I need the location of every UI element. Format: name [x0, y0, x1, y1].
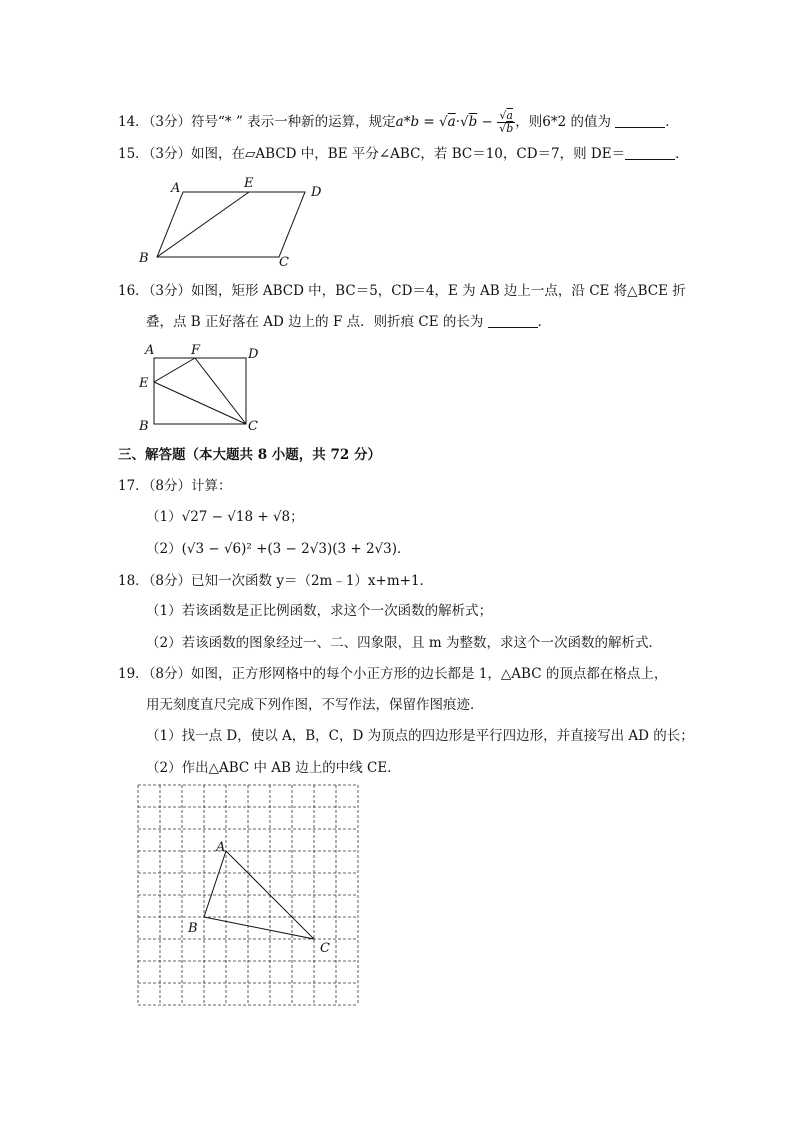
q16-label-a: A	[145, 343, 155, 358]
q16-number: 16．	[118, 283, 149, 299]
question-16-line-1	[118, 282, 686, 300]
q17-part-1: （1）√27 − √18 + √8；	[146, 509, 304, 525]
q15-label-b: B	[139, 251, 149, 266]
section-3-heading: 三、解答题（本大题共 8 小题，共 72 分）	[118, 447, 381, 463]
q15-end: ．	[675, 146, 689, 162]
question-18	[118, 572, 433, 590]
q18-title: 已知一次函数 y＝（2m﹣1）x+m+1．	[191, 573, 434, 589]
q19-dashed-grid	[138, 785, 358, 1005]
q15-parallelogram-figure	[130, 170, 340, 270]
q19-label-a: A	[216, 840, 226, 855]
q15-label-c: C	[279, 255, 289, 270]
q18-part-1: （1）若该函数是正比例函数，求这个一次函数的解析式；	[146, 603, 493, 619]
q16-line-1: 如图，矩形 ABCD 中，BC＝5，CD＝4，E 为 AB 边上一点，沿 CE 将△BCE 折	[191, 283, 686, 299]
q15-label-d: D	[311, 185, 322, 200]
q19-points: （8分）	[148, 666, 192, 682]
q19-line-2: 用无刻度直尺完成下列作图，不写作法，保留作图痕迹．	[146, 697, 484, 713]
q14-text-2: ，则6*2 的值为	[515, 114, 616, 130]
q14-dot: ·	[455, 114, 460, 130]
q15-label-e: E	[244, 176, 254, 191]
q19-label-c: C	[320, 941, 330, 956]
q17-part-2: （2）(√3 − √6)² +(3 − 2√3)(3 + 2√3)．	[146, 541, 411, 557]
q16-line-2: 叠，点 B 正好落在 AD 边上的 F 点．则折痕 CE 的长为	[146, 314, 488, 330]
q17-title: 计算：	[191, 478, 232, 494]
q15-answer-blank	[625, 147, 675, 160]
q16-label-e: E	[139, 376, 149, 391]
q14-lhs: a*b	[395, 114, 420, 130]
q15-segment-be	[157, 192, 249, 257]
question-14: 14．（3分）符号“* ” 表示一种新的运算，规定a*b = √a·√b − $\frac{√a}{√b}$ ，则6*2 的值为 ．	[118, 109, 679, 135]
q15-parallelogram	[157, 192, 305, 257]
q14-root-a: a	[447, 114, 456, 130]
q14-number: 14．	[118, 114, 149, 130]
q16-segment-fc	[195, 358, 246, 424]
q14-end: ．	[665, 114, 679, 130]
question-16-line-2	[146, 313, 551, 331]
question-17	[118, 477, 232, 495]
q19-part-2: （2）作出△ABC 中 AB 边上的中线 CE．	[146, 760, 401, 776]
q18-points: （8分）	[148, 573, 192, 589]
q18-part-2: （2）若该函数的图象经过一、二、四象限，且 m 为整数，求这个一次函数的解析式．	[146, 635, 662, 651]
q16-rectangle	[154, 358, 246, 424]
q16-label-d: D	[248, 347, 259, 362]
q15-points: （3分）	[148, 146, 192, 162]
q19-number: 19．	[118, 666, 149, 682]
q14-answer-blank	[615, 115, 665, 128]
q16-end: ．	[537, 314, 552, 330]
q15-text: 如图，在▱ABCD 中，BE 平分∠ABC，若 BC＝10，CD＝7，则 DE＝	[191, 146, 626, 162]
q14-root-b: b	[468, 114, 478, 130]
q14-minus: −	[477, 114, 498, 130]
q19-part-1: （1）找一点 D，使以 A，B，C，D 为顶点的四边形是平行四边形，并直接写出 AD 的长；	[146, 728, 694, 744]
q15-label-a: A	[171, 181, 181, 196]
q17-number: 17．	[118, 478, 149, 494]
q16-rectangle-figure	[135, 340, 275, 435]
q19-grid-figure	[138, 785, 362, 1009]
q19-label-b: B	[188, 921, 198, 936]
question-15	[118, 145, 689, 163]
q17-points: （8分）	[148, 478, 192, 494]
q16-segment-ec	[154, 382, 246, 424]
q16-segment-ef	[154, 358, 195, 382]
q14-fraction: $\frac{√a}{√b}$	[499, 109, 514, 135]
question-19-line-1	[118, 665, 667, 683]
q14-text-1: 符号“* ” 表示一种新的运算，规定	[191, 114, 396, 130]
q16-label-b: B	[139, 419, 149, 434]
q15-number: 15．	[118, 146, 149, 162]
q14-eq: =	[419, 114, 440, 130]
q16-answer-blank	[488, 315, 538, 328]
q16-points: （3分）	[148, 283, 192, 299]
q14-points: （3分）	[148, 114, 192, 130]
q18-number: 18．	[118, 573, 149, 589]
q16-label-c: C	[248, 419, 258, 434]
q16-label-f: F	[191, 343, 201, 358]
q19-line-1: 如图，正方形网格中的每个小正方形的边长都是 1，△ABC 的顶点都在格点上，	[191, 666, 668, 682]
